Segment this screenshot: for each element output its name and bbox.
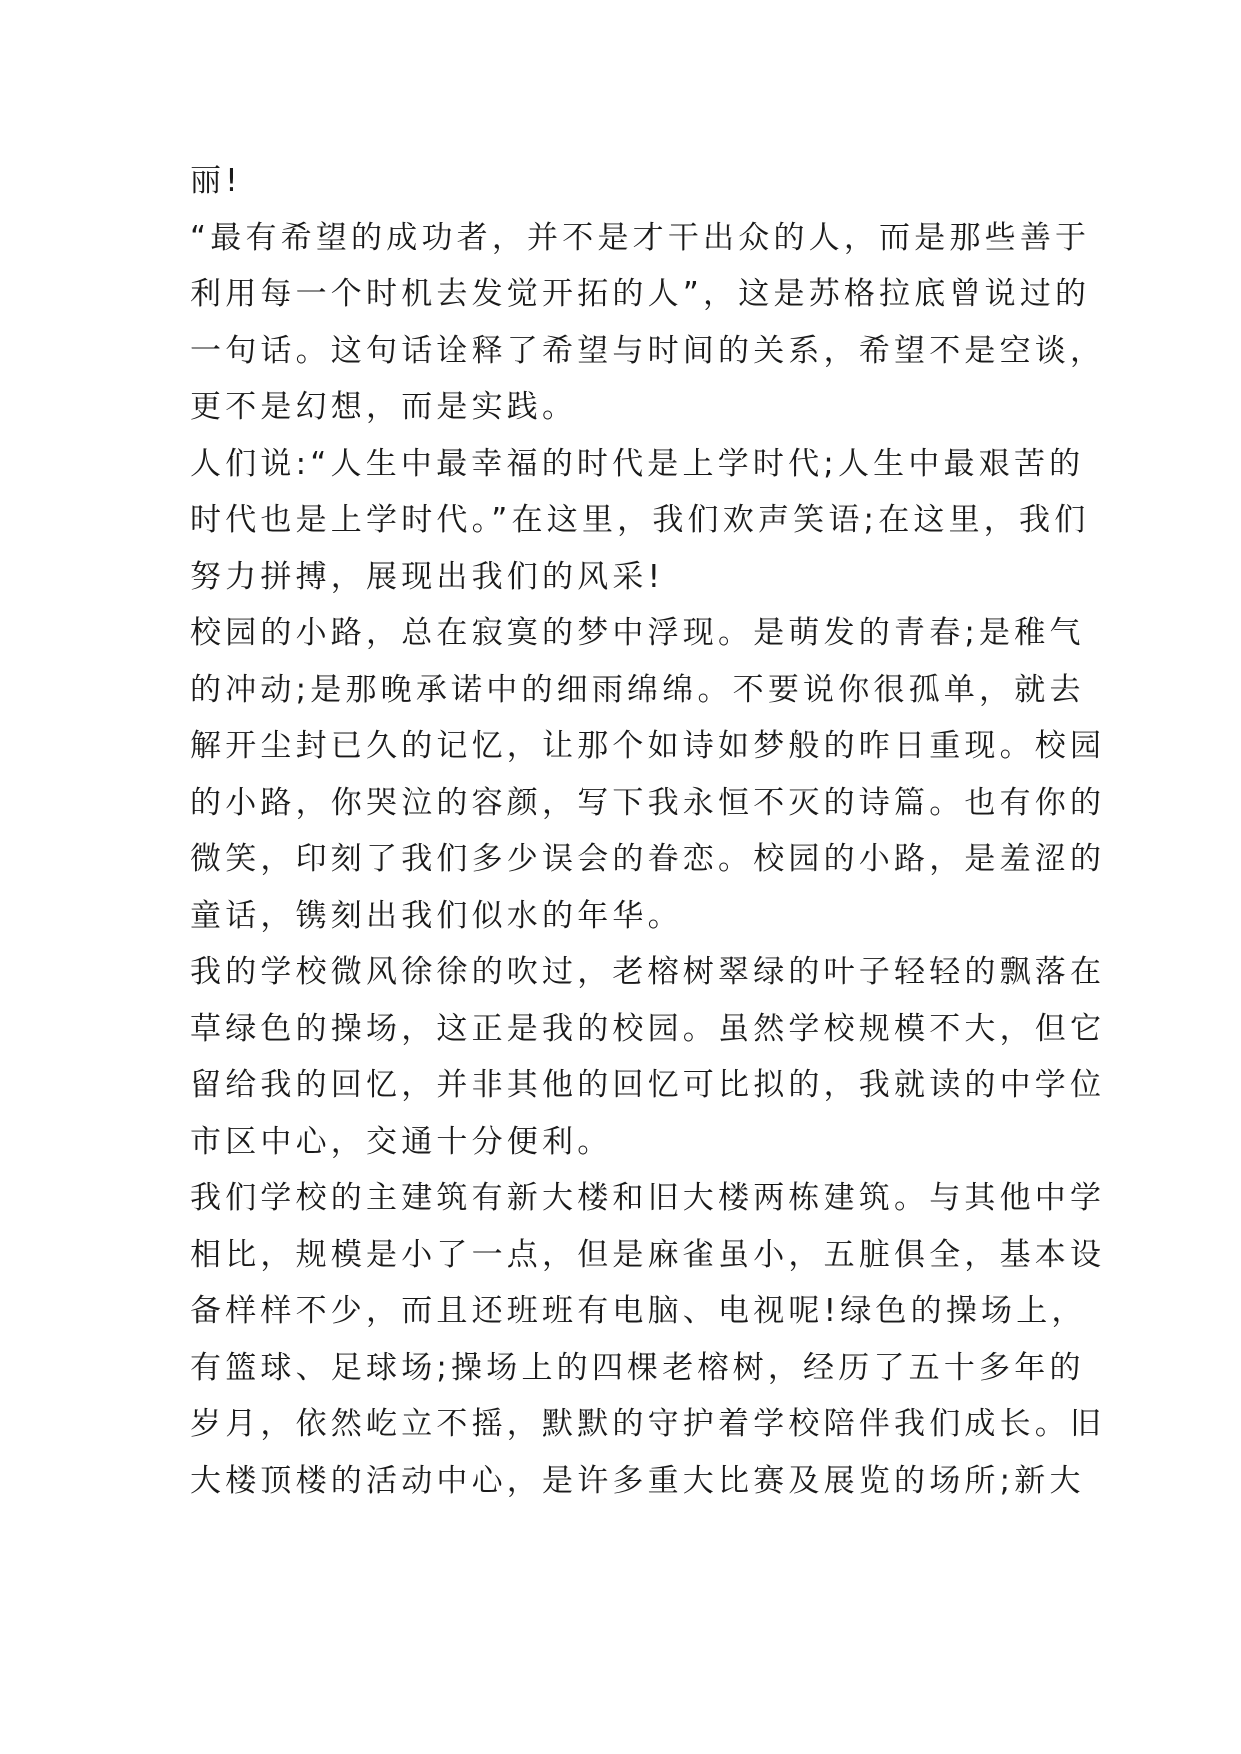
body-text bbox=[190, 153, 1106, 1509]
text-line: 童话，镌刻出我们似水的年华。 bbox=[190, 897, 683, 934]
text-line: 一句话。这句话诠释了希望与时间的关系，希望不是空谈， bbox=[190, 332, 1106, 369]
text-line: 校园的小路，总在寂寞的梦中浮现。是萌发的青春;是稚气 bbox=[190, 615, 1085, 651]
text-line: 备样样不少，而且还班班有电脑、电视呢!绿色的操场上， bbox=[190, 1293, 1087, 1329]
text-line: 人们说:“人生中最幸福的时代是上学时代;人生中最艰苦的 bbox=[190, 445, 1085, 482]
text-line: “最有希望的成功者，并不是才干出众的人，而是那些善于 bbox=[190, 219, 1091, 256]
text-line: 努力拼搏，展现出我们的风采! bbox=[190, 558, 665, 595]
text-line: 微笑，印刻了我们多少误会的眷恋。校园的小路，是羞涩的 bbox=[190, 841, 1106, 877]
text-line: 草绿色的操场，这正是我的校园。虽然学校规模不大，但它 bbox=[190, 1010, 1106, 1047]
text-line: 利用每一个时机去发觉开拓的人”，这是苏格拉底曾说过的 bbox=[190, 276, 1091, 312]
text-line: 市区中心，交通十分便利。 bbox=[190, 1123, 613, 1160]
text-line: 大楼顶楼的活动中心，是许多重大比赛及展览的场所;新大 bbox=[190, 1462, 1085, 1499]
text-line: 留给我的回忆，并非其他的回忆可比拟的，我就读的中学位 bbox=[190, 1067, 1106, 1103]
text-line: 解开尘封已久的记忆，让那个如诗如梦般的昨日重现。校园 bbox=[190, 728, 1106, 764]
text-line: 更不是幻想，而是实践。 bbox=[190, 389, 578, 425]
text-line: 的小路，你哭泣的容颜，写下我永恒不灭的诗篇。也有你的 bbox=[190, 784, 1106, 821]
text-line: 时代也是上学时代。”在这里，我们欢声笑语;在这里，我们 bbox=[190, 502, 1090, 538]
text-line: 我的学校微风徐徐的吹过，老榕树翠绿的叶子轻轻的飘落在 bbox=[190, 954, 1106, 990]
text-line: 的冲动;是那晚承诺中的细雨绵绵。不要说你很孤单，就去 bbox=[190, 671, 1085, 708]
text-line: 岁月，依然屹立不摇，默默的守护着学校陪伴我们成长。旧 bbox=[190, 1406, 1106, 1442]
text-line: 相比，规模是小了一点，但是麻雀虽小，五脏俱全，基本设 bbox=[190, 1236, 1106, 1273]
text-line: 我们学校的主建筑有新大楼和旧大楼两栋建筑。与其他中学 bbox=[190, 1180, 1106, 1216]
text-line: 有篮球、足球场;操场上的四棵老榕树，经历了五十多年的 bbox=[190, 1349, 1085, 1386]
text-line: 丽! bbox=[190, 163, 242, 199]
